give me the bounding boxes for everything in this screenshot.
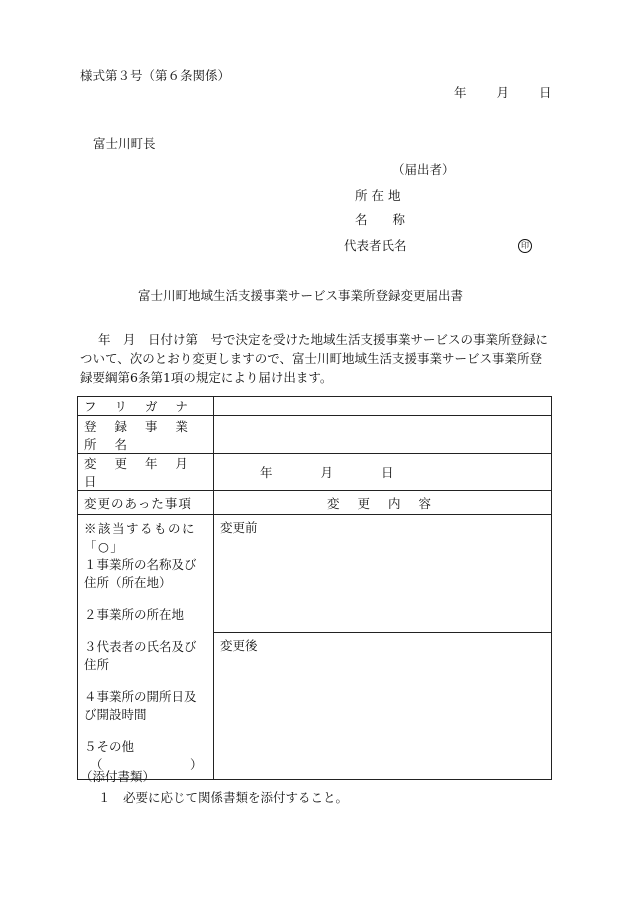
change-date-value[interactable] [214, 454, 552, 491]
list-item: ５その他 [84, 739, 135, 754]
after-label: 変更後 [220, 638, 258, 654]
change-date-year: 年 [260, 465, 273, 480]
list-item: ３代表者の氏名及び住所 [84, 639, 197, 672]
document-title: 富士川町地域生活支援事業サービス事業所登録変更届出書 [138, 288, 464, 303]
furigana-value[interactable] [214, 397, 552, 416]
list-item: ２事業所の所在地 [84, 607, 185, 622]
after-cell[interactable] [214, 633, 552, 780]
office-name-value[interactable] [214, 416, 552, 454]
list-note: ※該当するものに「○」 [84, 521, 197, 554]
applicant-address-label: 所 在 地 [355, 188, 401, 203]
date-year: 年 [454, 85, 467, 100]
change-form-table [77, 396, 552, 780]
applicant-heading: （届出者） [392, 162, 455, 177]
body-text-content: 年 月 日付け第 号で決定を受けた地域生活支援事業サービスの事業所登録について、次のとおり変更しますので、富士川町地域生活支援事業サービス事業所登録要綱第6条第1項の規定により届け出ます。 [80, 332, 549, 385]
before-row [78, 515, 552, 633]
addressee: 富士川町長 [93, 136, 156, 151]
date-month: 月 [496, 85, 510, 100]
seal-icon: 印 [518, 236, 532, 253]
form-number: 様式第３号（第６条関係） [80, 68, 231, 83]
office-name-row [78, 416, 552, 454]
date-day: 日 [539, 85, 552, 100]
furigana-row [78, 397, 552, 416]
body-text [80, 330, 552, 387]
furigana-label: フ リ ガ ナ [78, 397, 214, 416]
applicant-rep-label: 代表者氏名 [344, 238, 407, 253]
list-item: １事業所の名称及び住所（所在地） [84, 557, 197, 590]
applicant-name-label: 名 称 [355, 212, 406, 227]
other-paren: （ ） [90, 757, 203, 772]
before-label: 変更前 [220, 520, 258, 535]
changed-content-label: 変 更 内 容 [214, 491, 552, 515]
before-cell[interactable] [214, 515, 552, 633]
list-item: ４事業所の開所日及び開設時間 [84, 689, 197, 722]
change-date-label: 変 更 年 月 日 [78, 454, 214, 491]
change-date-day: 日 [381, 465, 394, 480]
office-name-label: 登 録 事 業 所 名 [78, 416, 214, 454]
changed-items-list [78, 515, 214, 780]
changed-item-label: 変更のあった事項 [78, 491, 214, 515]
change-date-month: 月 [320, 465, 334, 480]
change-date-row [78, 454, 552, 491]
date-line [454, 83, 552, 101]
attachments-heading: （添付書類） [80, 769, 156, 784]
header-row [78, 491, 552, 515]
attachment-item: １ 必要に応じて関係書類を添付すること。 [98, 790, 349, 805]
